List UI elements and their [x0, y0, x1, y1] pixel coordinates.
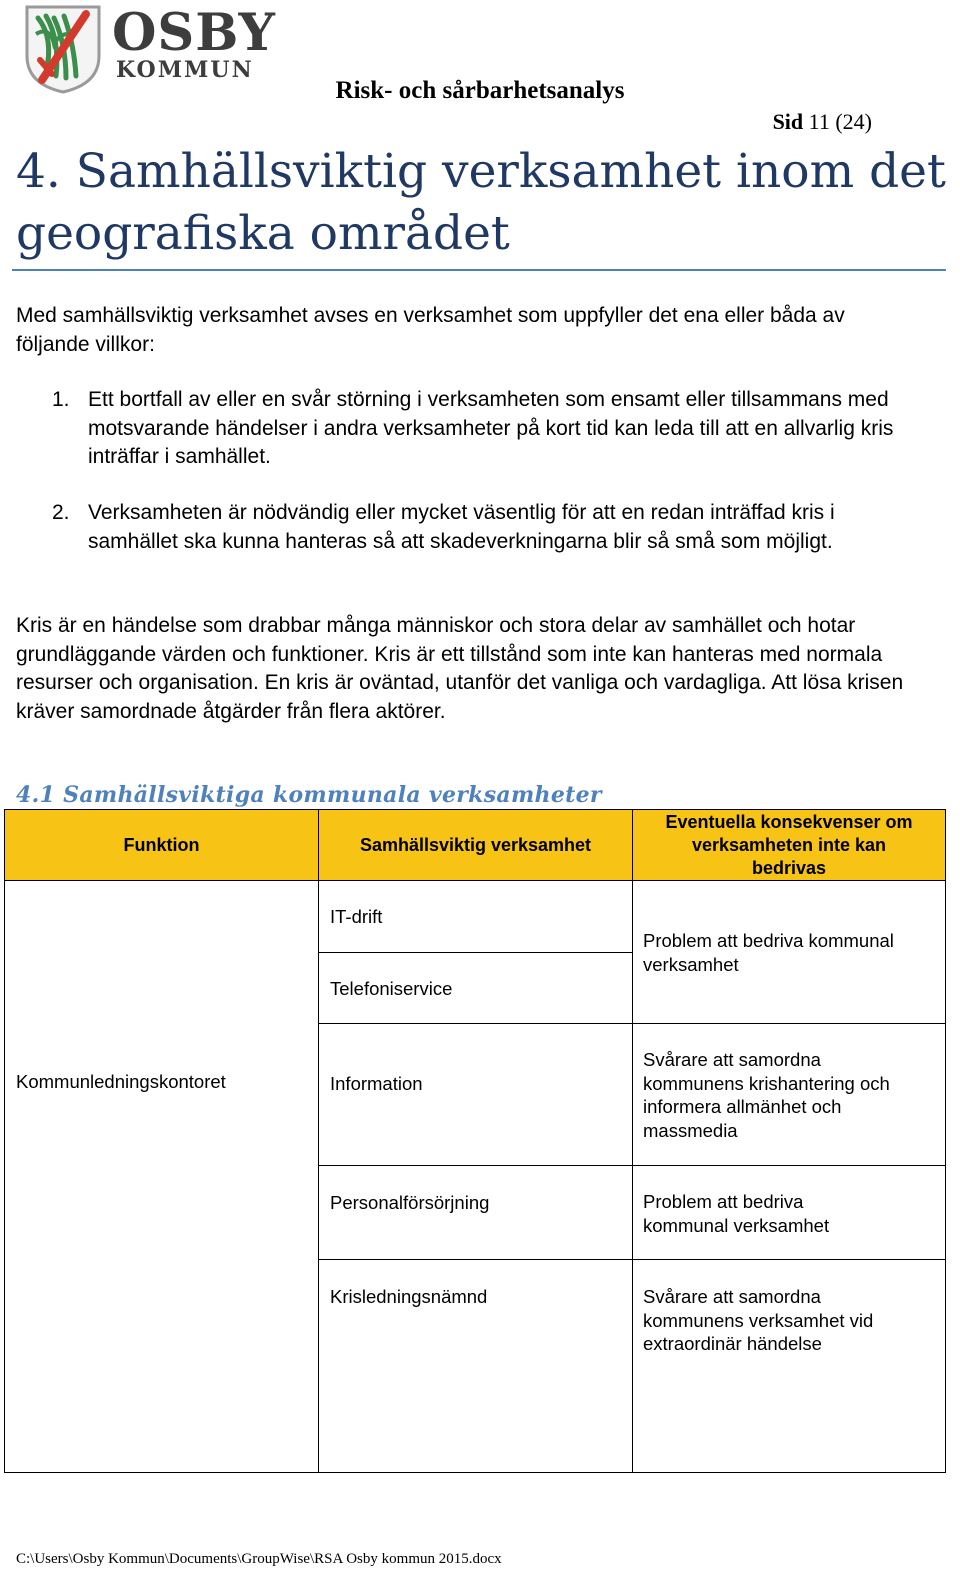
- konsekvens-cell: Problem att bedriva kommunal verksamhet: [643, 930, 894, 975]
- header-konsekvenser: Eventuella konsekvenser om verksamheten inte kan bedrivas: [632, 810, 945, 880]
- list-item: [52, 386, 922, 472]
- konsekvens-cell: Svårare att samordna kommunens krishantering och informera allmänhet och massmedia: [643, 1049, 890, 1141]
- header-funktion: Funktion: [5, 810, 318, 880]
- subsection-heading: 4.1 Samhällsviktiga kommunala verksamheter: [16, 782, 602, 808]
- verksamhet-cell: Krisledningsnämnd: [330, 1286, 488, 1307]
- document-title: Risk- och sårbarhetsanalys: [335, 77, 625, 104]
- table-rule: [319, 1165, 945, 1166]
- konsekvens-cell: Problem att bedriva kommunal verksamhet: [643, 1191, 830, 1236]
- list-text: Verksamheten är nödvändig eller mycket väsentlig för att en redan inträffad kris i samhället ska kunna hanteras så att skadeverkningarna blir så små som möjligt.: [88, 501, 835, 553]
- funktion-cell: Kommunledningskontoret: [16, 1071, 226, 1092]
- list-item: [52, 499, 922, 556]
- verksamhet-cell: Telefoniservice: [330, 978, 453, 999]
- verksamhet-table: [4, 809, 946, 1473]
- logo-wordmark: OSBY: [112, 3, 276, 63]
- header-verksamhet: Samhällsviktig verksamhet: [318, 810, 632, 880]
- footer-file-path: C:\Users\Osby Kommun\Documents\GroupWise\RSA Osby kommun 2015.docx: [16, 1551, 502, 1567]
- konsekvens-cell: Svårare att samordna kommunens verksamhet vid extraordinär händelse: [643, 1286, 874, 1354]
- heading-divider: [12, 269, 946, 271]
- page-label: Sid: [772, 109, 804, 134]
- table-rule: [319, 952, 632, 953]
- list-number: 1.: [52, 388, 70, 411]
- section-heading: 4. Samhällsviktig verksamhet inom det geografiska området: [16, 144, 946, 261]
- page-number: [773, 108, 872, 136]
- page-count: 11 (24): [808, 109, 872, 134]
- table-rule: [319, 1259, 945, 1260]
- kris-paragraph: Kris är en händelse som drabbar många människor och stora delar av samhället och hotar grundläggande värden och funktioner. Kris är ett tillstånd som inte kan hanteras med normala resurser och organisation. En kris är oväntad, utanför det vanliga och vardagliga. Att lösa krisen kräver samordnade åtgärder från flera aktörer.: [16, 614, 904, 723]
- verksamhet-cell: Information: [330, 1073, 423, 1094]
- table-rule: [319, 1023, 945, 1024]
- logo-subtitle: KOMMUN: [116, 57, 254, 83]
- list-text: Ett bortfall av eller en svår störning i verksamheten som ensamt eller tillsammans med motsvarande händelser i andra verksamheter på kort tid kan leda till att en allvarlig kris inträffar i samhället.: [88, 388, 894, 468]
- table-rule: [318, 880, 319, 1472]
- table-rule: [5, 880, 945, 881]
- verksamhet-cell: Personalförsörjning: [330, 1192, 490, 1213]
- list-number: 2.: [52, 501, 70, 524]
- intro-paragraph: Med samhällsviktig verksamhet avses en verksamhet som uppfyller det ena eller båda av följande villkor:: [16, 304, 845, 356]
- table-rule: [632, 880, 633, 1472]
- verksamhet-cell: IT-drift: [330, 906, 383, 927]
